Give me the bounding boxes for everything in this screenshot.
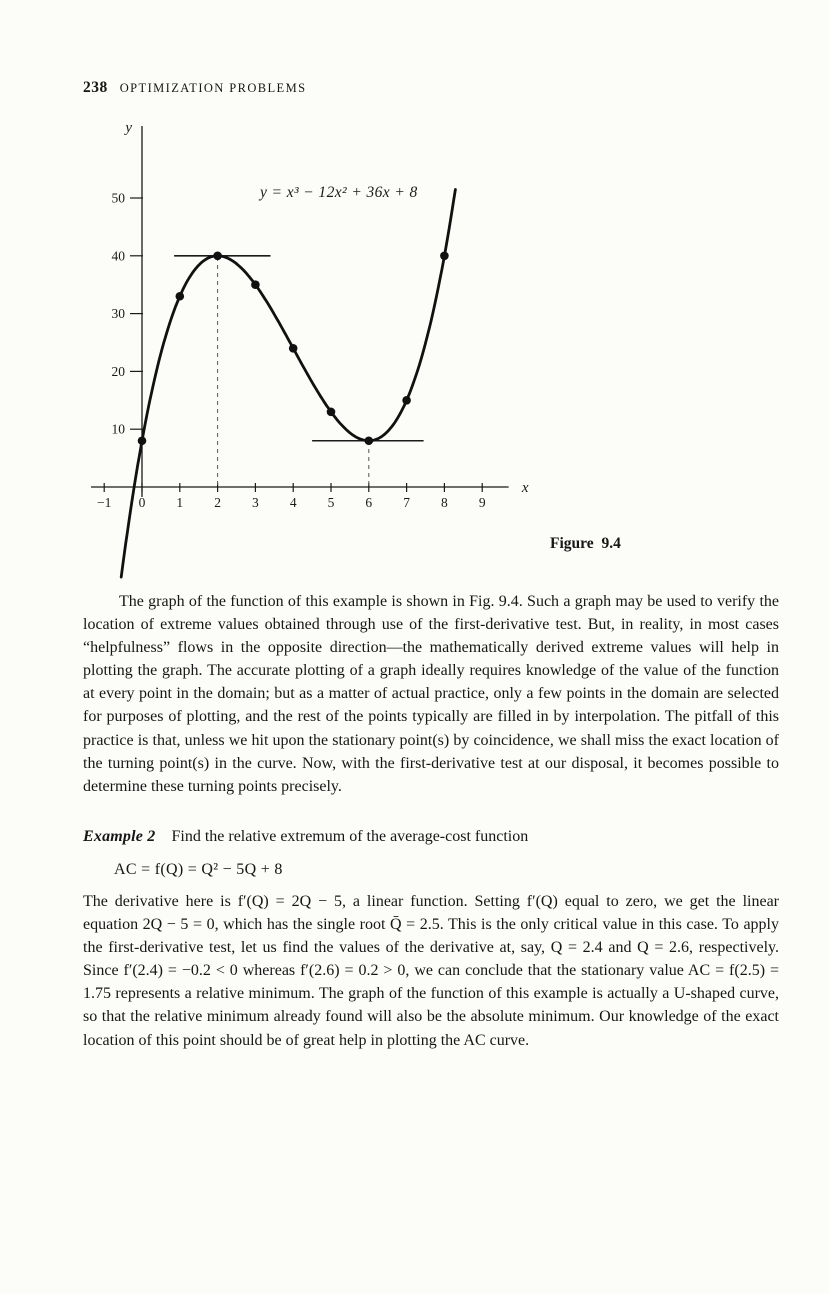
data-point: [289, 344, 298, 353]
data-point: [176, 292, 185, 301]
page-header: [83, 79, 306, 97]
x-tick-label: 2: [214, 495, 221, 510]
data-point: [327, 408, 336, 417]
x-tick-label: 1: [176, 495, 184, 510]
x-axis-label: x: [521, 480, 529, 496]
x-tick-label: 0: [138, 495, 146, 510]
y-tick-label: 10: [111, 421, 125, 437]
paragraph-1: The graph of the function of this example is shown in Fig. 9.4. Such a graph may be used to verify the location of extreme values obtained through use of the first-derivative test. But, in reality, in most cases “helpfulness” flows in the opposite direction—the mathematically derived extreme values will help in plotting the graph. The accurate plotting of a graph ideally requires knowledge of the value of the function at every point in the domain; but as a matter of actual practice, only a few points in the domain are selected for purposes of plotting, and the rest of the points typically are filled in by interpolation. The pitfall of this practice is that, unless we hit upon the stationary point(s) by coincidence, we shall miss the exact location of the turning point(s) in the curve. Now, with the first-derivative test at our disposal, it becomes possible to determine these turning points precisely.: [83, 593, 779, 795]
data-point: [213, 252, 222, 261]
curve-equation-label: y = x³ − 12x² + 36x + 8: [260, 184, 418, 201]
data-point: [402, 396, 411, 405]
curve-path: [121, 190, 455, 578]
figure-9-4: [70, 112, 630, 597]
example-label: Example 2: [83, 827, 156, 845]
figure-caption: [550, 535, 621, 553]
x-tick-label: 4: [289, 495, 297, 510]
x-tick-label: 7: [403, 495, 410, 510]
body-text: [83, 590, 779, 1052]
data-point: [365, 436, 374, 445]
figure-caption-text: Figure 9.4: [550, 535, 621, 552]
example-2-heading: [83, 825, 779, 848]
x-tick-label: 8: [441, 495, 448, 510]
data-point: [251, 280, 260, 289]
data-point: [440, 252, 449, 261]
y-tick-label: 50: [111, 190, 125, 206]
y-tick-label: 40: [111, 248, 125, 264]
paragraph-2: The derivative here is f′(Q) = 2Q − 5, a linear function. Setting f′(Q) equal to zero, we get the linear equation 2Q − 5 = 0, which has the single root Q̄ = 2.5. This is the only critical value in this case. To apply the first-derivative test, let us find the values of the derivative at, say, Q = 2.4 and Q = 2.6, respectively. Since f′(2.4) = −0.2 < 0 whereas f′(2.6) = 0.2 > 0, we can conclude that the stationary value AC = f(2.5) = 1.75 represents a relative minimum. The graph of the function of this example is actually a U-shaped curve, so that the relative minimum already found will also be the absolute minimum. Our knowledge of the exact location of this point should be of great help in plotting the AC curve.: [83, 892, 779, 1049]
equation-display: AC = f(Q) = Q² − 5Q + 8: [114, 860, 283, 878]
x-tick-label: 5: [327, 495, 335, 510]
y-tick-label: 20: [111, 363, 125, 379]
y-axis-label: y: [125, 120, 132, 136]
function-graph: [70, 112, 630, 597]
page-number: 238: [83, 79, 108, 96]
x-tick-label: −1: [97, 495, 112, 510]
x-tick-label: 9: [478, 495, 486, 510]
running-head: OPTIMIZATION PROBLEMS: [119, 81, 307, 95]
data-point: [138, 436, 147, 445]
x-tick-label: 6: [365, 495, 373, 510]
example-intro: Find the relative extremum of the average-cost function: [171, 827, 529, 845]
x-tick-label: 3: [252, 495, 259, 510]
y-tick-label: 30: [111, 306, 125, 322]
